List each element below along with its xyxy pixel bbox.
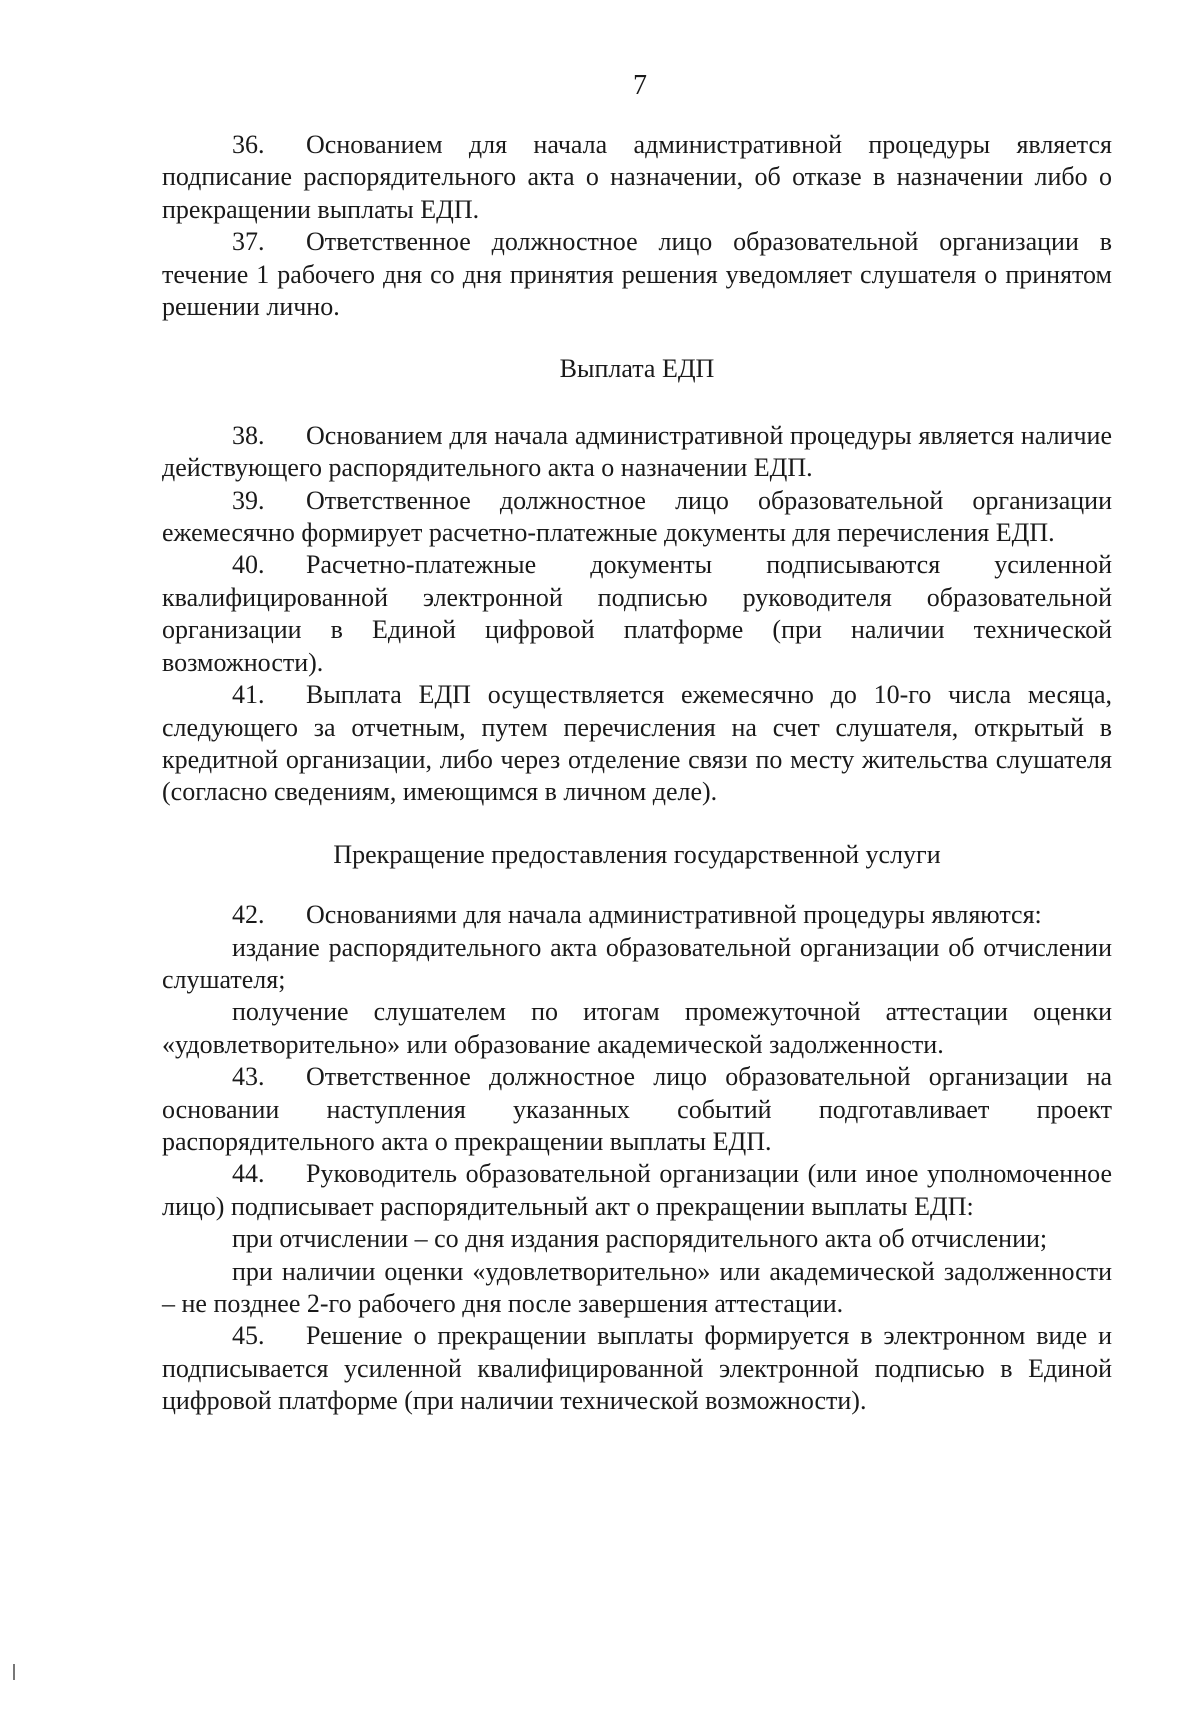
paragraph-42 bbox=[162, 899, 1112, 931]
paragraph-text: Основанием для начала административной процедуры является подписание распорядительного акта о назначении, об отказе в назначении либо о прекращении выплаты ЕДП. bbox=[162, 130, 1112, 224]
paragraph-43 bbox=[162, 1061, 1112, 1158]
paragraph-number: 43. bbox=[232, 1062, 265, 1092]
paragraph-text: Выплата ЕДП осуществляется ежемесячно до 10-го числа месяца, следующего за отчетным, путем перечисления на счет слушателя, открытый в кредитной организации, либо через отделение связи по месту жительства слушателя (согласно сведениям, имеющимся в личном деле). bbox=[162, 680, 1112, 807]
paragraph-number: 39. bbox=[232, 485, 265, 515]
paragraph-44 bbox=[162, 1158, 1112, 1223]
paragraph-44-item: при отчислении – со дня издания распорядительного акта об отчислении; bbox=[232, 1224, 1048, 1254]
paragraph-38 bbox=[162, 420, 1112, 485]
paragraph-number: 38. bbox=[232, 420, 265, 450]
paragraph-number: 42. bbox=[232, 900, 265, 930]
paragraph-42-item: издание распорядительного акта образовательной организации об отчислении слушателя; bbox=[162, 932, 1112, 994]
paragraph-number: 41. bbox=[232, 680, 265, 710]
paragraph-text: Решение о прекращении выплаты формируется в электронном виде и подписывается усиленной квалифицированной электронной подписью в Единой цифровой платформе (при наличии технической возможности). bbox=[162, 1321, 1112, 1416]
paragraph-number: 44. bbox=[232, 1159, 265, 1189]
paragraph-number: 36. bbox=[232, 130, 265, 159]
paragraph-text: Ответственное должностное лицо образовательной организации в течение 1 рабочего дня со дня принятия решения уведомляет слушателя о принятом решении лично. bbox=[162, 227, 1112, 322]
section-heading-termination: Прекращение предоставления государственной услуги bbox=[333, 839, 941, 869]
paragraph-text: Основанием для начала административной процедуры является наличие действующего распорядительного акта о назначении ЕДП. bbox=[162, 420, 1112, 483]
paragraph-text: Руководитель образовательной организации (или иное уполномоченное лицо) подписывает распорядительный акт о прекращении выплаты ЕДП: bbox=[162, 1159, 1112, 1221]
paragraph-45 bbox=[162, 1320, 1112, 1417]
paragraph-37 bbox=[162, 226, 1112, 323]
paragraph-text: Основаниями для начала административной процедуры являются: bbox=[306, 900, 1042, 930]
paragraph-text: Расчетно-платежные документы подписываются усиленной квалифицированной электронной подписью руководителя образовательной организации в Единой цифровой платформе (при наличии технической возможности). bbox=[162, 550, 1112, 677]
paragraph-42-item: получение слушателем по итогам промежуточной аттестации оценки «удовлетворительно» или образование академической задолженности. bbox=[162, 997, 1112, 1059]
scan-margin-mark bbox=[13, 1664, 15, 1680]
paragraph-number: 40. bbox=[232, 550, 265, 580]
paragraph-number: 45. bbox=[232, 1321, 265, 1351]
paragraph-40 bbox=[162, 549, 1112, 679]
paragraph-text: Ответственное должностное лицо образовательной организации на основании наступления указанных событий подготавливает проект распорядительного акта о прекращении выплаты ЕДП. bbox=[162, 1062, 1112, 1156]
paragraph-39 bbox=[162, 485, 1112, 550]
section-heading-payment: Выплата ЕДП bbox=[559, 354, 715, 384]
paragraph-36 bbox=[162, 129, 1112, 226]
document-body bbox=[162, 129, 1112, 1418]
paragraph-text: Ответственное должностное лицо образовательной организации ежемесячно формирует расчетно-платежные документы для перечисления ЕДП. bbox=[162, 485, 1112, 548]
paragraph-41 bbox=[162, 679, 1112, 809]
page-number: 7 bbox=[633, 70, 647, 101]
paragraph-number: 37. bbox=[232, 227, 265, 257]
paragraph-44-item: при наличии оценки «удовлетворительно» или академической задолженности – не позднее 2-го рабочего дня после завершения аттестации. bbox=[162, 1256, 1112, 1318]
